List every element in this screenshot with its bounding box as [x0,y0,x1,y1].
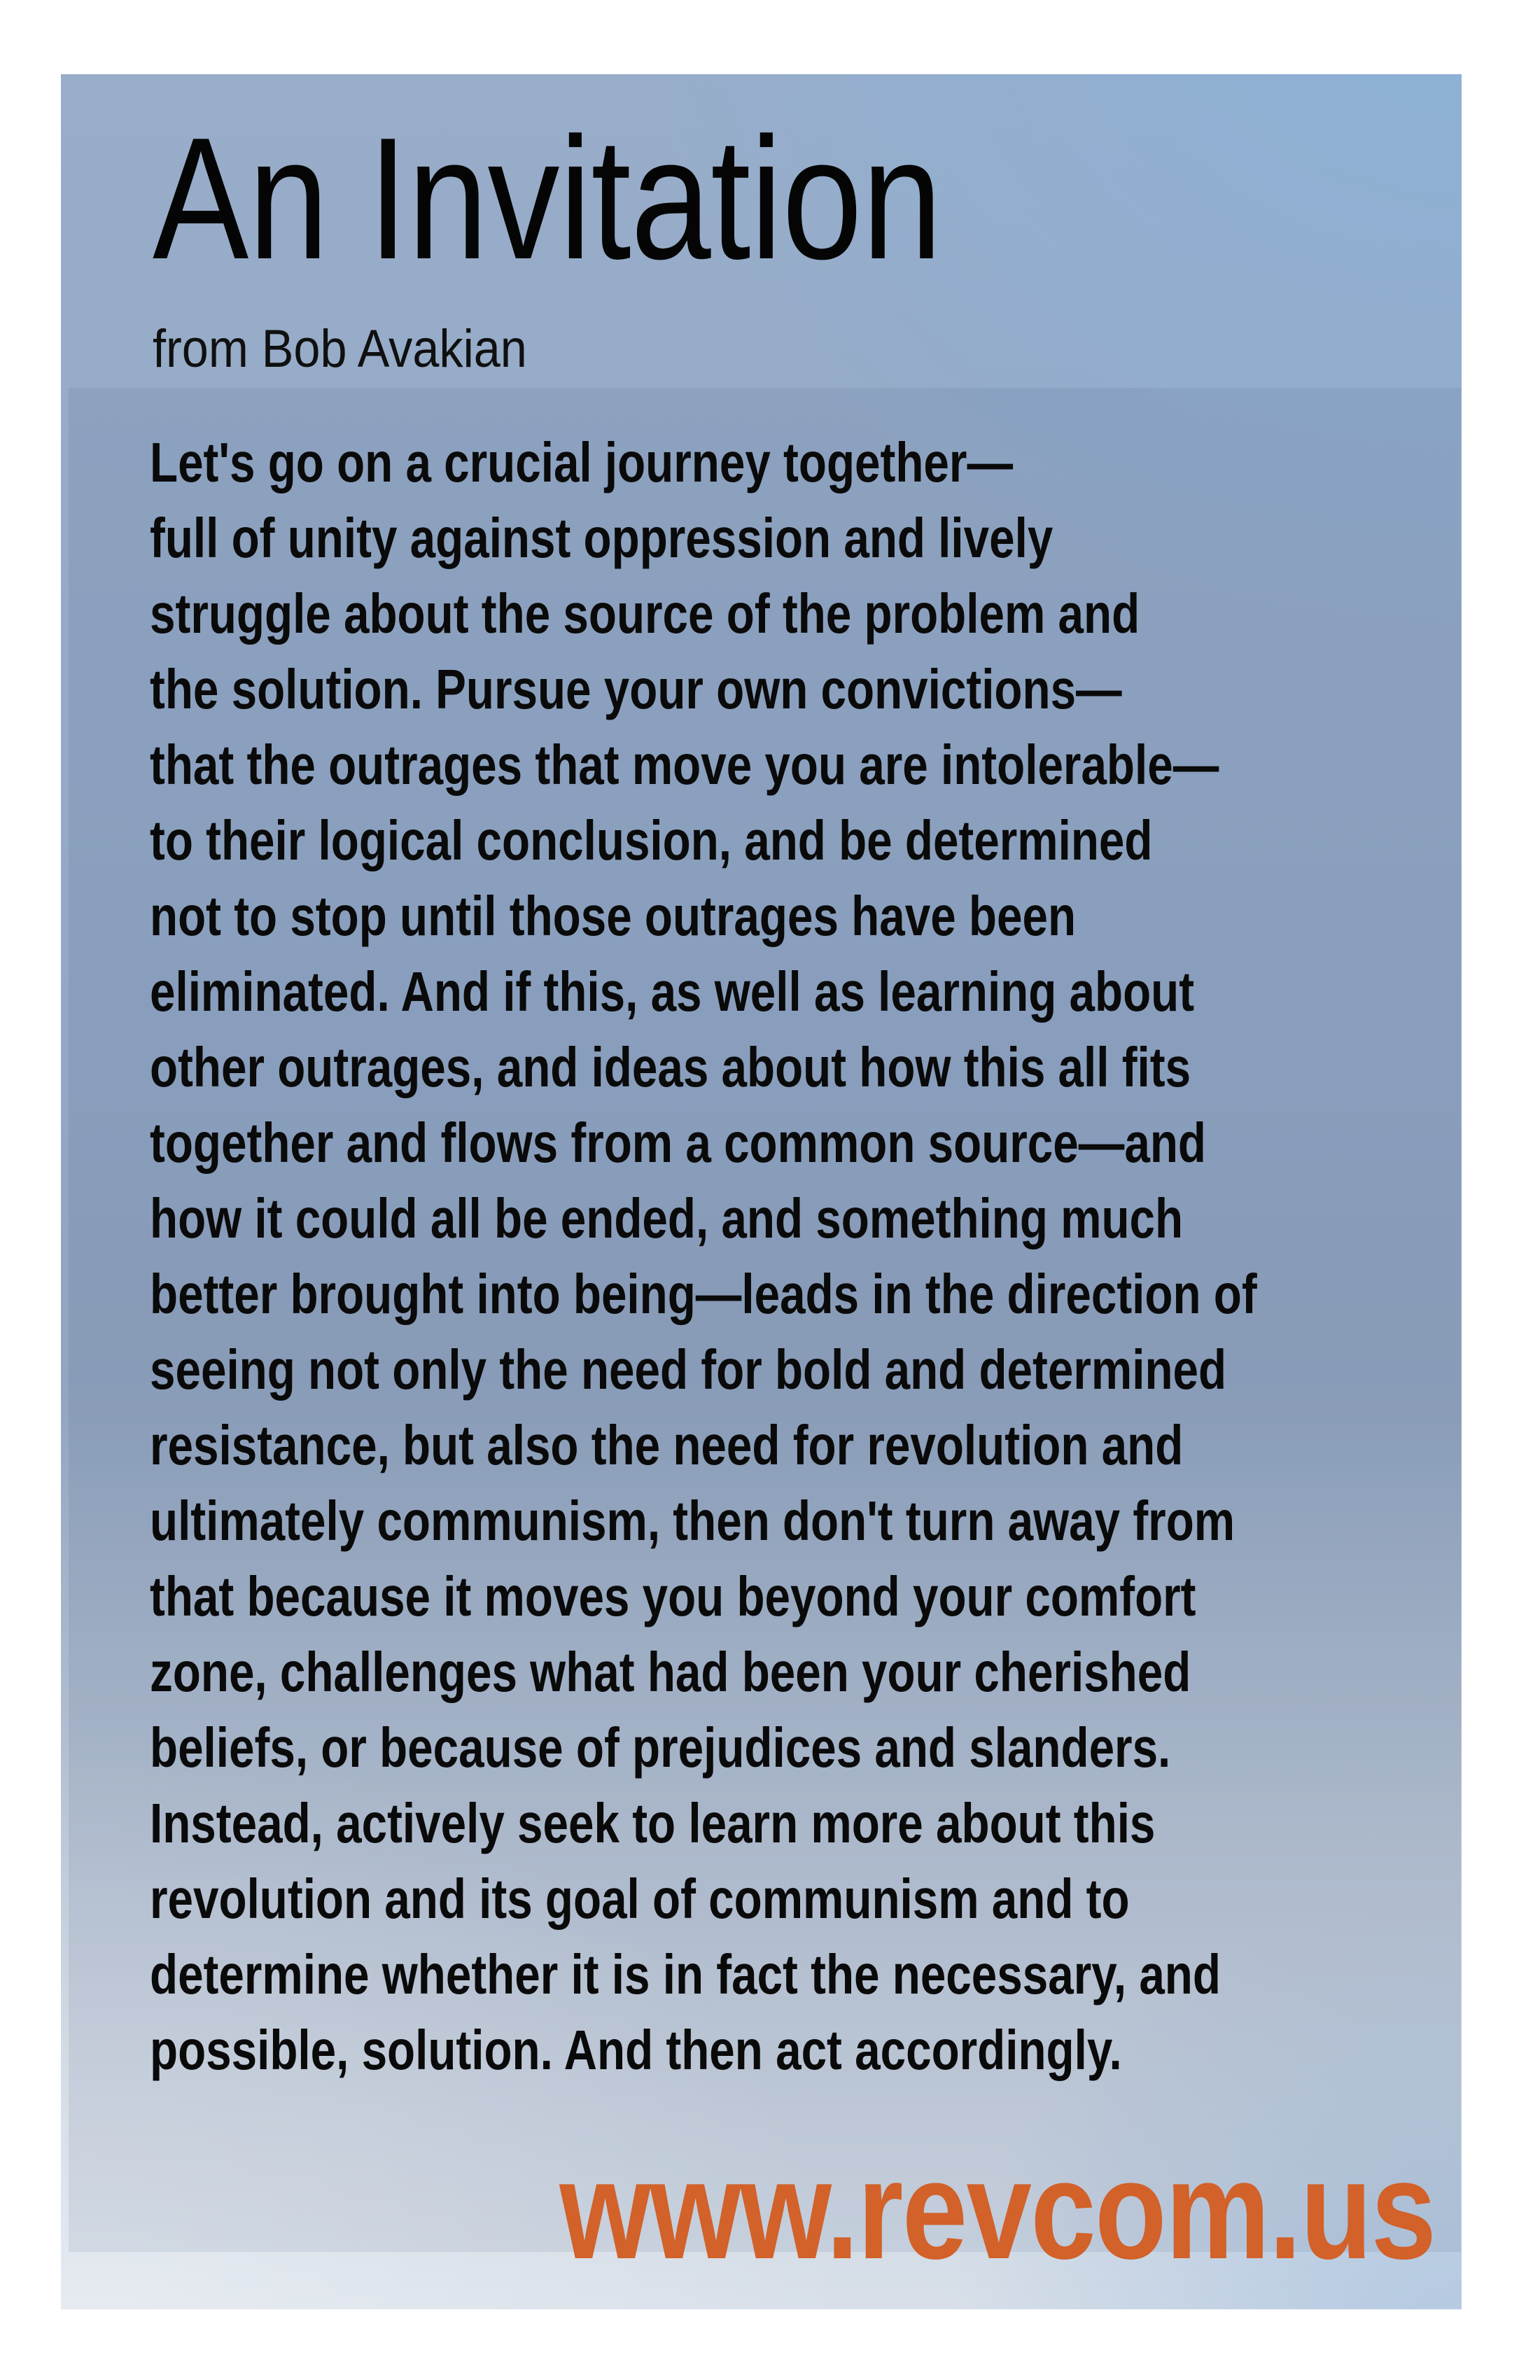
body-line: revolution and its goal of communism and to [150,1868,1130,1930]
website-url: www.revcom.us [559,2132,1435,2288]
body-line: how it could all be ended, and something much [150,1187,1184,1250]
body-line: the solution. Pursue your own convictions— [150,658,1122,720]
body-paragraph [150,425,1470,2088]
poster-panel [61,74,1462,2309]
body-line: other outrages, and ideas about how this all fits [150,1036,1191,1098]
body-line: struggle about the source of the problem and [150,582,1140,645]
body-line: together and flows from a common source—and [150,1112,1206,1174]
body-line: zone, challenges what had been your cherished [150,1641,1191,1703]
body-line: Let's go on a crucial journey together— [150,431,1014,493]
body-line: that because it moves you beyond your comfort [150,1565,1196,1628]
body-line: not to stop until those outrages have been [150,885,1077,947]
body-line: determine whether it is in fact the necessary, and [150,1943,1221,2005]
body-line: beliefs, or because of prejudices and slanders. [150,1716,1171,1779]
body-line: resistance, but also the need for revolution and [150,1414,1184,1476]
body-line: better brought into being—leads in the direction of [150,1263,1257,1325]
body-line: that the outrages that move you are intolerable— [150,734,1219,796]
poster-title: An Invitation [153,101,942,295]
body-line: seeing not only the need for bold and determined [150,1338,1227,1401]
body-line: ultimately communism, then don't turn away from [150,1490,1236,1552]
body-line: to their logical conclusion, and be determined [150,809,1153,872]
body-line: Instead, actively seek to learn more about this [150,1792,1156,1854]
poster-subtitle: from Bob Avakian [153,319,527,379]
body-line: eliminated. And if this, as well as learning about [150,960,1195,1023]
body-line: possible, solution. And then act accordingly. [150,2019,1122,2081]
body-line: full of unity against oppression and lively [150,507,1054,569]
